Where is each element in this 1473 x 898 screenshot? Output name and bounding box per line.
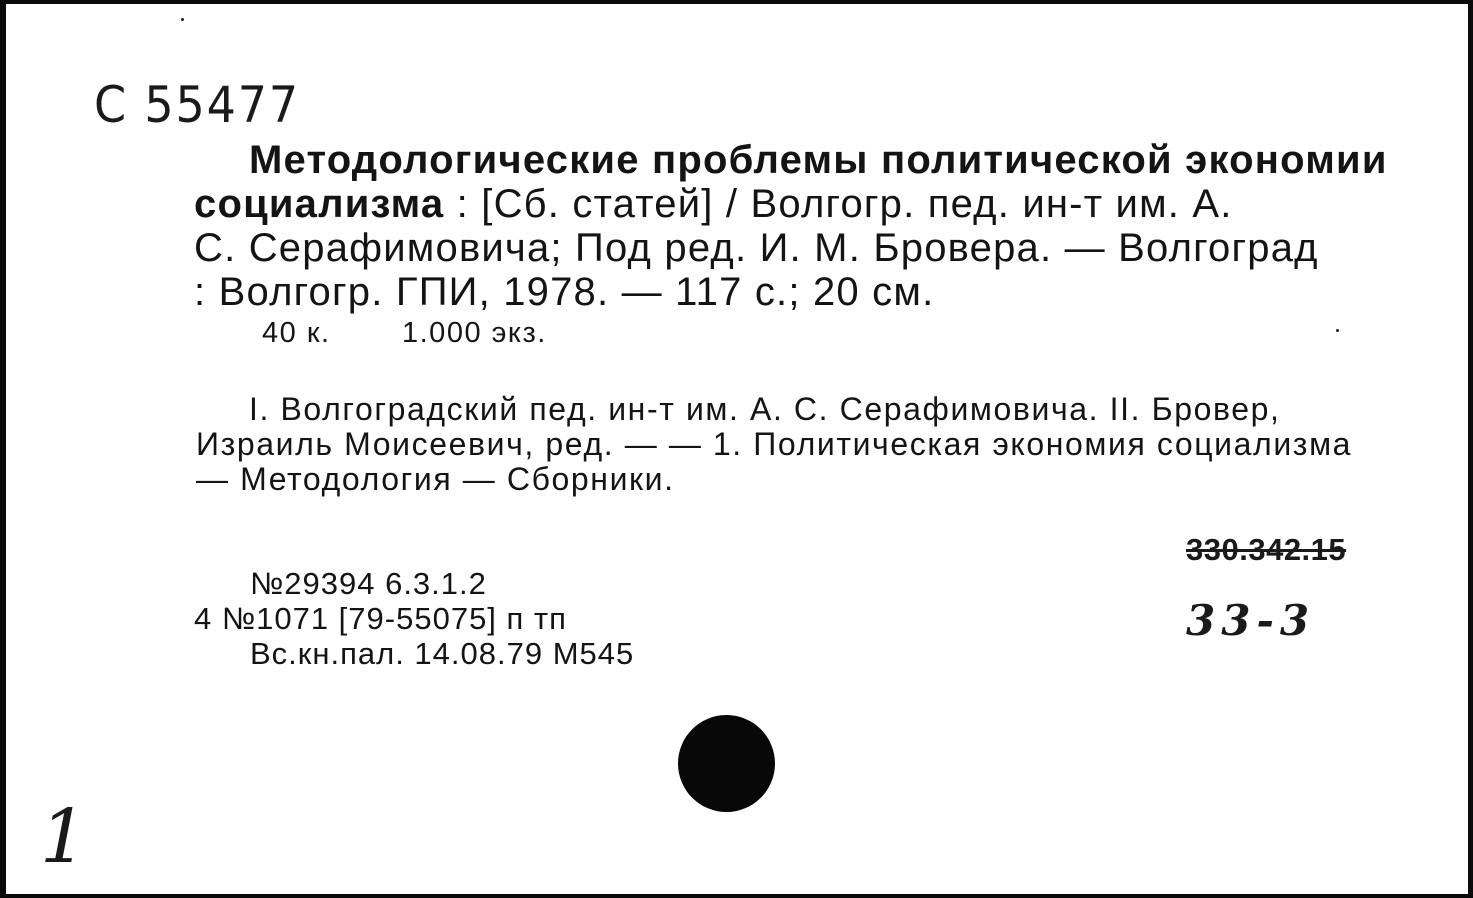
punch-hole [678,715,775,812]
title-line-1 [249,138,1388,182]
dust-speck [181,18,184,21]
dust-speck [1336,329,1339,332]
description-line-4: : Волгогр. ГПИ, 1978. — 117 с.; 20 см. [194,270,935,314]
copies: 1.000 экз. [402,317,547,349]
title-bold-part-2: социализма [194,182,445,226]
codes-line-2: 4 №1071 [79-55075] п тп [194,601,567,636]
classification-crossed-out: 330.342.15 [1186,532,1347,567]
tracing-line-2: Израиль Моисеевич, ред. — — 1. Политическая экономия социализма [196,426,1353,462]
tracing-line-3: — Методология — Сборники. [196,461,675,497]
classification-handwritten: 33-3 [1186,596,1316,645]
codes-line-3: Вс.кн.пал. 14.08.79 М545 [250,636,635,671]
handwritten-mark: 1 [40,794,88,880]
price: 40 к. [262,317,331,349]
shelfmark: С 55477 [94,76,300,134]
description-line-2-rest: : [Сб. статей] / Волгогр. пед. ин-т им. А. [444,182,1233,226]
description-line-3: С. Серафимовича; Под ред. И. М. Бровера. — Волгоград [194,226,1319,270]
title-bold-part-1: Методологические проблемы политической экономии [249,138,1388,182]
title-line-2 [194,182,1233,226]
tracing-line-1: I. Волгоградский пед. ин-т им. А. С. Серафимовича. II. Бровер, [249,391,1281,427]
codes-line-1: №29394 6.3.1.2 [250,566,487,601]
